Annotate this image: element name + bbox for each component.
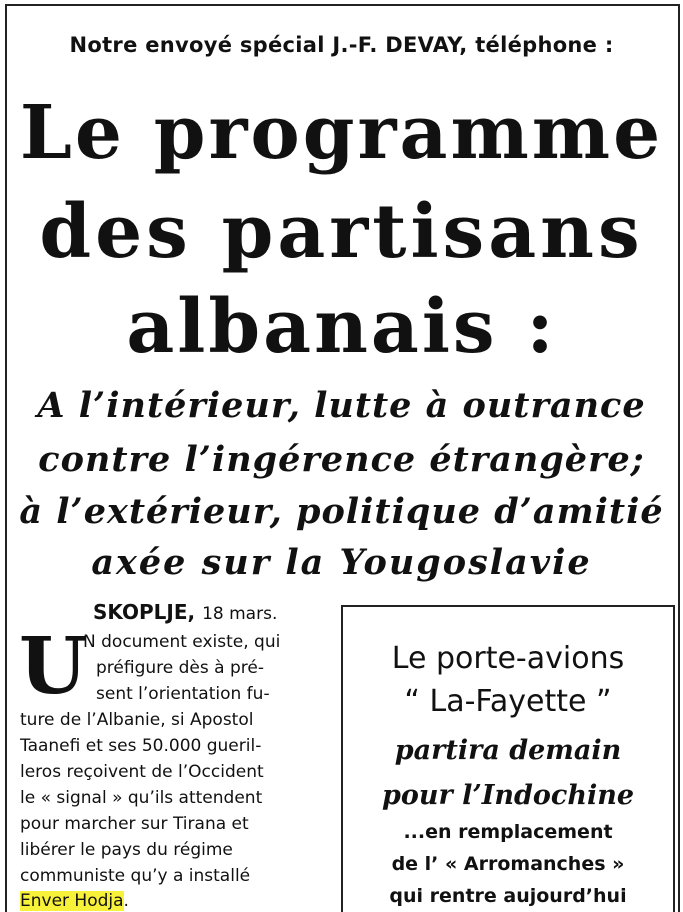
body-line: préfigure dès à pré- xyxy=(96,658,264,678)
body-line: le « signal » qu’ils attendent xyxy=(20,788,263,808)
dateline xyxy=(93,600,277,624)
headline-line-2: des partisans xyxy=(39,189,644,275)
box-italic-line-2: pour l’Indochine xyxy=(381,780,635,811)
byline: Notre envoyé spécial J.-F. DEVAY, téléphone : xyxy=(69,33,614,57)
box-title-line-1: Le porte-avions xyxy=(391,641,625,676)
box-bold-line-1: ...en remplacement xyxy=(403,821,613,843)
box-title-line-2: “ La-Fayette ” xyxy=(404,684,612,719)
subhead-line-2: contre l’ingérence étrangère; xyxy=(38,439,645,480)
body-line: communiste qu’y a installé xyxy=(20,866,251,886)
drop-cap: U xyxy=(19,621,88,712)
box-bold-line-2: de l’ « Arromanches » xyxy=(391,853,625,875)
headline-line-1: Le programme xyxy=(19,90,664,176)
body-line: leros reçoivent de l’Occident xyxy=(20,762,264,782)
body-line: Taanefi et ses 50.000 gueril- xyxy=(20,736,262,756)
box-italic-line-1: partira demain xyxy=(394,735,622,766)
headline-line-3: albanais : xyxy=(126,284,557,370)
body-line: N document existe, qui xyxy=(83,632,281,652)
body-line: pour marcher sur Tirana et xyxy=(20,814,249,834)
subhead-line-3: à l’extérieur, politique d’amitié xyxy=(19,491,664,532)
subhead-line-1: A l’intérieur, lutte à outrance xyxy=(37,385,646,426)
subhead-line-4: axée sur la Yougoslavie xyxy=(91,542,592,583)
dateline-city: SKOPLJE, xyxy=(93,600,196,624)
body-line: sent l’orientation fu- xyxy=(96,684,270,704)
highlighted-name: Enver Hodja xyxy=(20,891,124,911)
body-line: libérer le pays du régime xyxy=(20,840,233,860)
body-line: ture de l’Albanie, si Apostol xyxy=(20,710,254,730)
sentence-end: . xyxy=(123,891,129,911)
dateline-date: 18 mars. xyxy=(202,604,278,624)
body-line-last xyxy=(20,893,129,910)
sidebar-news-box xyxy=(341,605,675,912)
box-bold-line-3: qui rentre aujourd’hui xyxy=(389,885,627,907)
